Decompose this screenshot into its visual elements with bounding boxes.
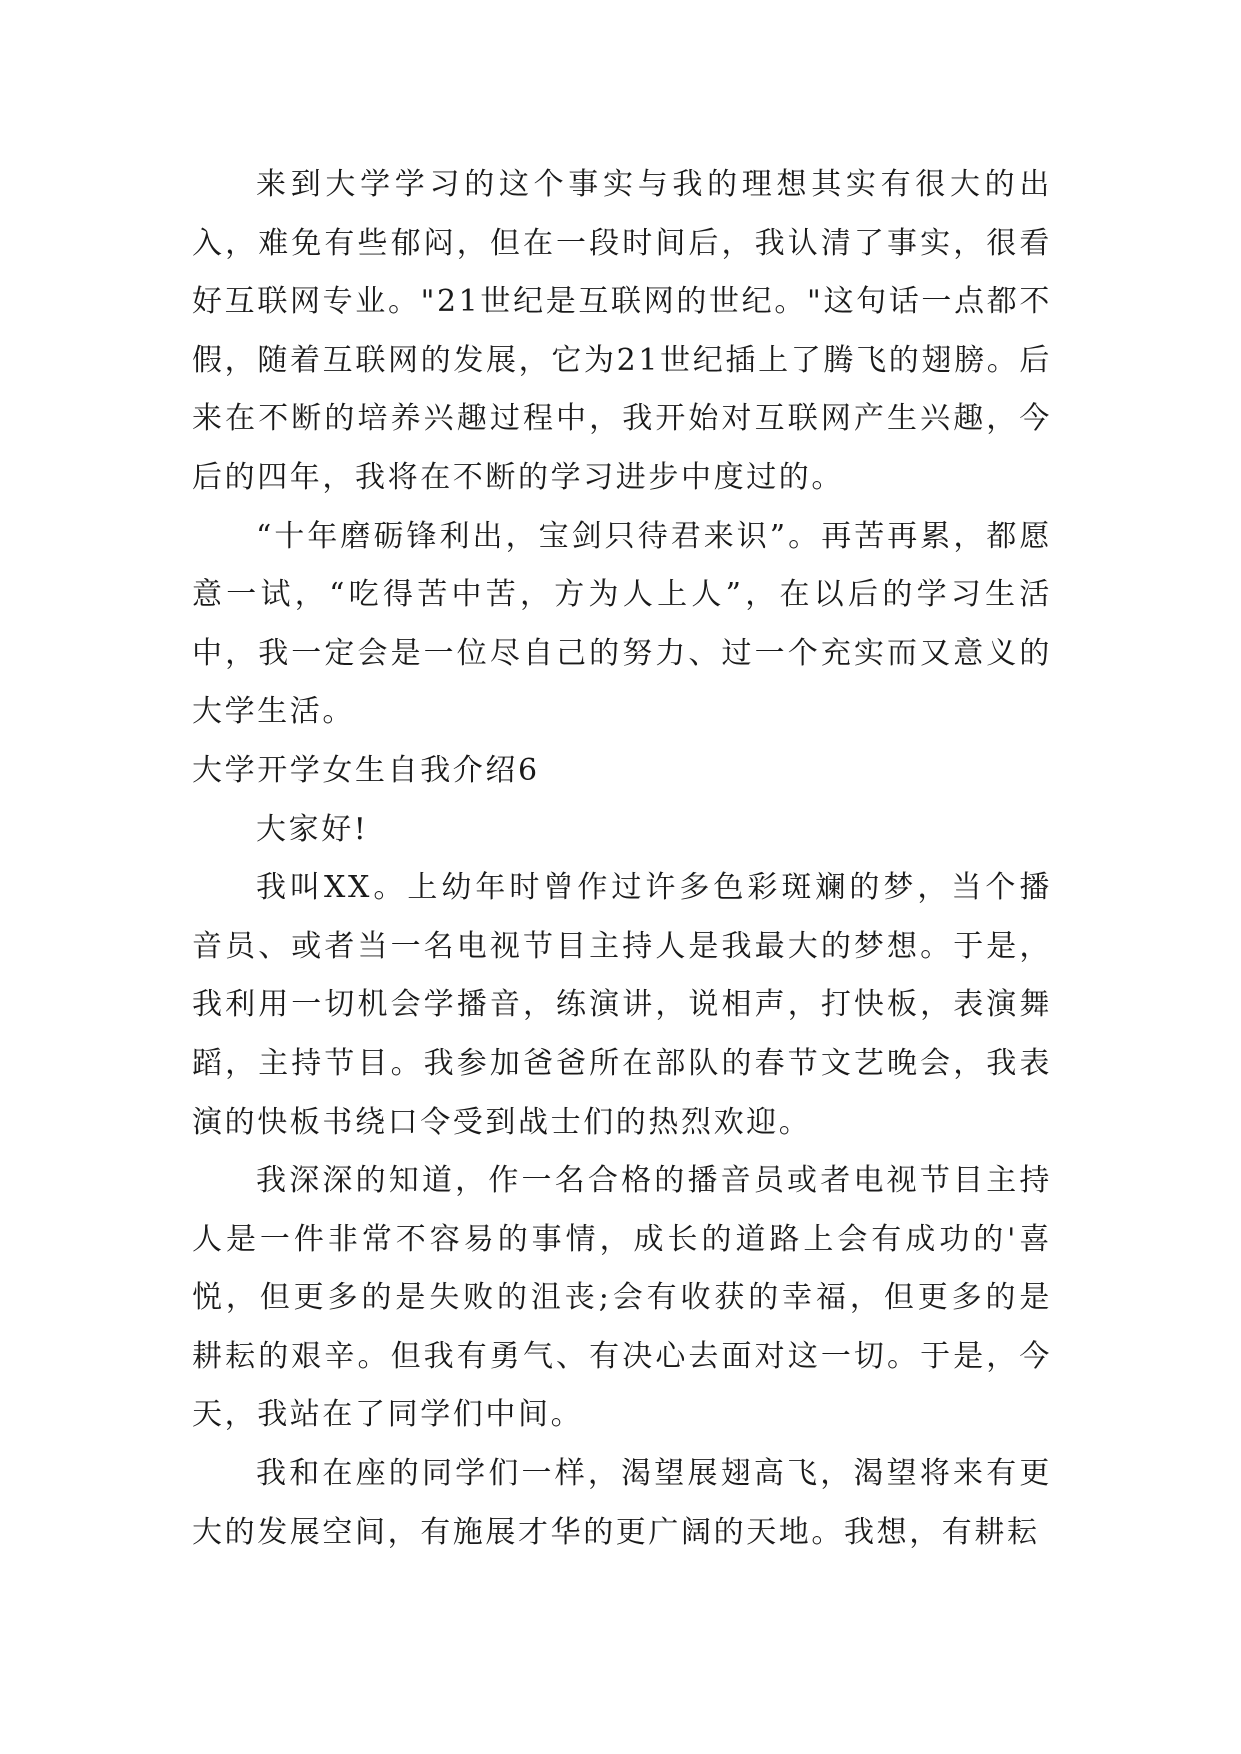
section-title: 大学开学女生自我介绍6 (192, 752, 540, 788)
paragraph-determination: 我深深的知道，作一名合格的播音员或者电视节目主持人是一件非常不容易的事情，成长的道路上会有成功的'喜悦，但更多的是失败的沮丧;会有收获的幸福，但更多的是耕耘的艰辛。但我有勇气、有决心去面对这一切。于是，今天，我站在了同学们中间。 (192, 1163, 1052, 1433)
document-body (192, 156, 1052, 1562)
paragraph-aspiration: 我和在座的同学们一样，渴望展翅高飞，渴望将来有更大的发展空间，有施展才华的更广阔的天地。我想，有耕耘 (192, 1456, 1052, 1550)
paragraph-dream: 我叫XX。上幼年时曾作过许多色彩斑斓的梦，当个播音员、或者当一名电视节目主持人是我最大的梦想。于是，我利用一切机会学播音，练演讲，说相声，打快板，表演舞蹈，主持节目。我参加爸爸所在部队的春节文艺晚会，我表演的快板书绕口令受到战士们的热烈欢迎。 (192, 870, 1052, 1140)
paragraph-motto: “十年磨砺锋利出，宝剑只待君来识”。再苦再累，都愿意一试，“吃得苦中苦，方为人上人”，在以后的学习生活中，我一定会是一位尽自己的努力、过一个充实而又意义的大学生活。 (192, 518, 1052, 730)
paragraph-internet-major: 来到大学学习的这个事实与我的理想其实有很大的出入，难免有些郁闷，但在一段时间后，我认清了事实，很看好互联网专业。"21世纪是互联网的世纪。"这句话一点都不假，随着互联网的发展，它为21世纪插上了腾飞的翅膀。后来在不断的培养兴趣过程中，我开始对互联网产生兴趣，今后的四年，我将在不断的学习进步中度过的。 (192, 167, 1052, 495)
paragraph-greeting: 大家好! (256, 811, 369, 847)
